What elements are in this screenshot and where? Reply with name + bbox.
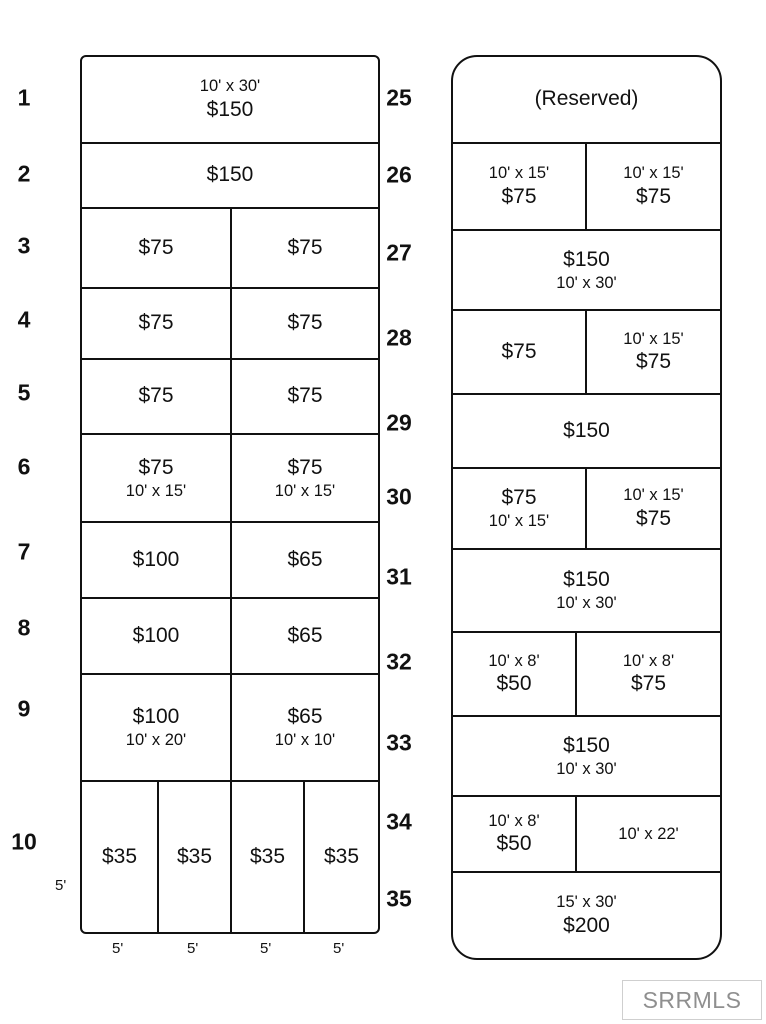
row-number-label: 25: [386, 84, 412, 111]
unit-price-label: $50: [496, 832, 532, 856]
left-row-7: [82, 523, 378, 599]
row-number-label: 5: [17, 379, 31, 406]
unit-price-label: $100: [132, 623, 180, 647]
left-row-2: [82, 144, 378, 209]
storage-unit: [230, 523, 378, 597]
row-number-label: 32: [386, 648, 412, 675]
unit-dimension-label: 10' x 30': [556, 594, 617, 613]
unit-dimension-label: 10' x 8': [622, 651, 675, 670]
storage-unit: [453, 873, 720, 958]
unit-price-label: $50: [496, 672, 532, 696]
unit-price-label: $35: [101, 844, 138, 868]
unit-price-label: $75: [287, 311, 323, 335]
storage-unit: [453, 797, 575, 871]
unit-dimension-label: 10' x 8': [488, 811, 540, 830]
right-row-29: [453, 395, 720, 469]
building-left: [80, 55, 380, 934]
left-row-8: [82, 599, 378, 675]
right-row-27: [453, 231, 720, 311]
storage-unit: [453, 311, 585, 393]
storage-unit: [453, 231, 720, 309]
row-number-label: 10: [11, 828, 37, 855]
unit-price-label: $100: [132, 705, 180, 729]
unit-dimension-label: 10' x 8': [488, 651, 540, 670]
unit-dimension-label: 10' x 30': [556, 759, 617, 778]
storage-unit: [82, 435, 230, 521]
storage-unit: [82, 209, 230, 287]
unit-price-label: $75: [501, 486, 537, 510]
left-row-1: [82, 57, 378, 144]
unit-dimension-label: 10' x 15': [623, 164, 684, 183]
side-dimension-label: 5': [55, 877, 67, 894]
storage-unit: [453, 633, 575, 715]
unit-dimension-label: 10' x 22': [618, 824, 679, 843]
storage-unit: [82, 523, 230, 597]
storage-unit: [230, 209, 378, 287]
row-number-label: 7: [17, 538, 31, 565]
row-number-label: 26: [386, 161, 412, 188]
unit-price-label: $75: [287, 455, 323, 479]
storage-unit: [82, 599, 230, 673]
unit-price-label: $75: [635, 506, 672, 530]
unit-price-label: $75: [138, 455, 174, 479]
unit-price-label: $65: [287, 623, 323, 647]
unit-price-label: $75: [630, 672, 667, 696]
storage-unit: [230, 599, 378, 673]
storage-unit: [230, 782, 303, 932]
storage-unit: [157, 782, 230, 932]
storage-unit: [585, 469, 720, 548]
unit-price-label: $150: [563, 247, 610, 271]
row-number-label: 35: [386, 885, 412, 912]
unit-price-label: $35: [323, 844, 360, 868]
storage-unit: [453, 469, 585, 548]
storage-unit: [303, 782, 378, 932]
storage-unit: [82, 289, 230, 358]
storage-unit: [453, 144, 585, 229]
bottom-dimension-label: 5': [260, 940, 272, 957]
unit-dimension-label: 10' x 20': [125, 731, 187, 750]
storage-unit: [575, 797, 720, 871]
unit-dimension-label: 10' x 15': [488, 164, 550, 183]
unit-price-label: (Reserved): [534, 87, 639, 111]
unit-price-label: $35: [249, 844, 286, 868]
unit-dimension-label: 15' x 30': [556, 893, 617, 912]
row-number-label: 4: [17, 306, 31, 333]
storage-unit: [230, 675, 378, 780]
unit-price-label: $35: [176, 844, 213, 868]
bottom-dimension-label: 5': [333, 940, 345, 957]
unit-price-label: $75: [635, 350, 672, 374]
unit-price-label: $75: [635, 184, 672, 208]
unit-dimension-label: 10' x 10': [274, 731, 336, 750]
unit-price-label: $150: [206, 97, 254, 121]
storage-unit: [453, 717, 720, 795]
unit-price-label: $150: [563, 733, 610, 757]
storage-unit: [453, 550, 720, 631]
unit-price-label: $150: [563, 418, 610, 442]
row-number-label: 6: [17, 453, 31, 480]
unit-price-label: $75: [501, 339, 537, 363]
bottom-dimension-label: 5': [112, 940, 124, 957]
unit-price-label: $65: [287, 705, 323, 729]
left-row-10: [82, 782, 378, 932]
unit-price-label: $75: [138, 235, 174, 259]
storage-unit: [82, 57, 378, 142]
right-row-25: [453, 57, 720, 144]
right-row-33: [453, 717, 720, 797]
row-number-label: 27: [386, 239, 412, 266]
storage-unit: [82, 144, 378, 207]
row-number-label: 3: [17, 232, 31, 259]
unit-dimension-label: 10' x 15': [623, 486, 684, 505]
unit-price-label: $75: [287, 235, 323, 259]
right-row-30: [453, 469, 720, 550]
unit-price-label: $75: [287, 384, 323, 408]
storage-unit: [230, 360, 378, 433]
building-right: [451, 55, 722, 960]
row-number-label: 2: [17, 160, 31, 187]
unit-price-label: $75: [138, 384, 174, 408]
storage-unit: [585, 311, 720, 393]
unit-dimension-label: 10' x 15': [623, 329, 684, 348]
unit-price-label: $150: [563, 568, 610, 592]
row-number-label: 30: [386, 483, 412, 510]
left-row-4: [82, 289, 378, 360]
row-number-label: 9: [17, 695, 31, 722]
row-number-label: 31: [386, 563, 412, 590]
unit-price-label: $75: [138, 311, 174, 335]
unit-price-label: $65: [287, 547, 323, 571]
storage-unit: [453, 395, 720, 467]
unit-dimension-label: 10' x 30': [556, 273, 617, 292]
storage-unit: [230, 289, 378, 358]
left-row-5: [82, 360, 378, 435]
storage-unit: [230, 435, 378, 521]
row-number-label: 28: [386, 324, 412, 351]
storage-unit: [82, 782, 157, 932]
unit-dimension-label: 10' x 30': [199, 77, 261, 96]
right-row-32: [453, 633, 720, 717]
left-row-6: [82, 435, 378, 523]
left-row-3: [82, 209, 378, 289]
unit-price-label: $100: [132, 547, 180, 571]
unit-price-label: $150: [206, 163, 254, 187]
unit-dimension-label: 10' x 15': [125, 481, 187, 500]
row-number-label: 33: [386, 729, 412, 756]
storage-unit: [453, 57, 720, 142]
unit-price-label: $200: [563, 913, 610, 937]
storage-unit: [82, 360, 230, 433]
unit-price-label: $75: [501, 184, 537, 208]
right-row-35: [453, 873, 720, 958]
left-row-9: [82, 675, 378, 782]
row-number-label: 8: [17, 614, 31, 641]
row-number-label: 34: [386, 808, 412, 835]
right-row-26: [453, 144, 720, 231]
storage-unit: [82, 675, 230, 780]
storage-unit: [585, 144, 720, 229]
unit-dimension-label: 10' x 15': [488, 512, 550, 531]
right-row-34: [453, 797, 720, 873]
row-number-label: 29: [386, 409, 412, 436]
watermark: SRRMLS: [622, 980, 762, 1020]
right-row-28: [453, 311, 720, 395]
row-number-label: 1: [17, 84, 31, 111]
storage-unit: [575, 633, 720, 715]
bottom-dimension-label: 5': [187, 940, 199, 957]
right-row-31: [453, 550, 720, 633]
unit-dimension-label: 10' x 15': [274, 481, 336, 500]
